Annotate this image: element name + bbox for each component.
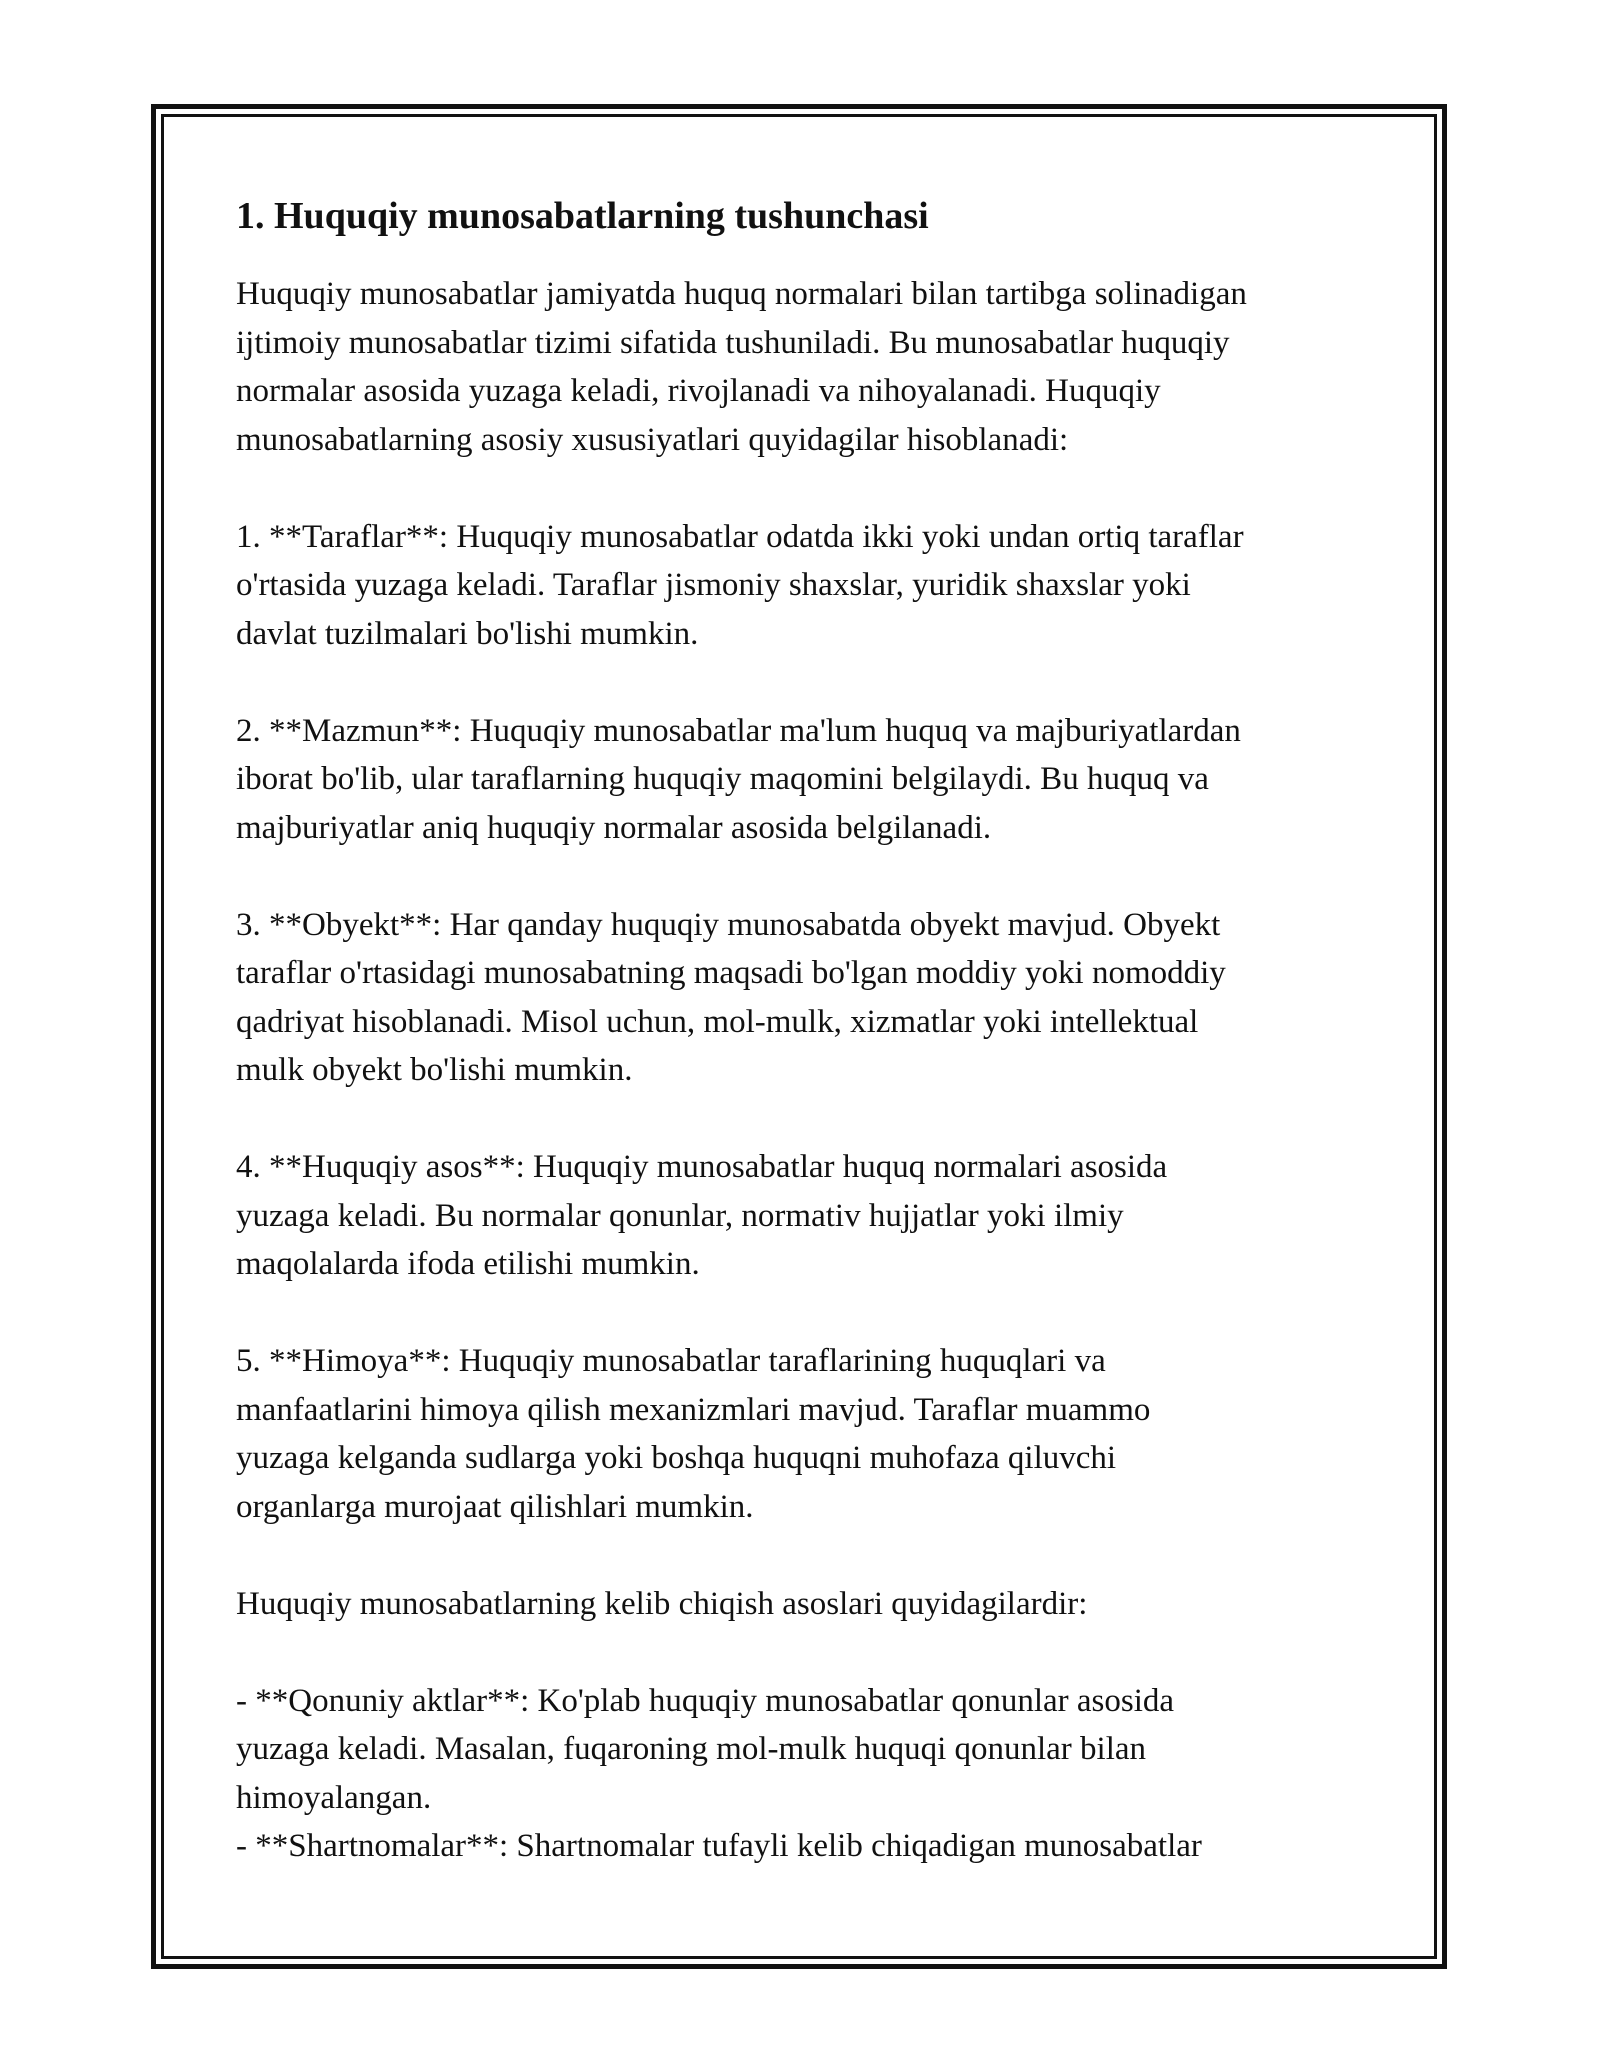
text-line: yuzaga keladi. Bu normalar qonunlar, normativ hujjatlar yoki ilmiy [236, 1197, 1124, 1234]
origins-list [236, 1677, 1371, 1871]
text-line: maqolalarda ifoda etilishi mumkin. [236, 1246, 700, 1282]
list-item-huquqiy-asos [236, 1143, 1371, 1289]
paragraph-gap [236, 1289, 1371, 1338]
paragraph-gap [236, 1531, 1371, 1580]
text-line: Huquqiy munosabatlar jamiyatda huquq normalari bilan tartibga solinadigan [236, 276, 1247, 312]
paragraph-gap [236, 658, 1371, 707]
text-line: ijtimoiy munosabatlar tizimi sifatida tushuniladi. Bu munosabatlar huquqiy [236, 324, 1230, 361]
origins-intro-paragraph [236, 1580, 1371, 1629]
section-heading: 1. Huquqiy munosabatlarning tushunchasi [236, 195, 929, 237]
text-line: Huquqiy munosabatlarning kelib chiqish asoslari quyidagilardir: [236, 1585, 1088, 1622]
text-line: manfaatlarini himoya qilish mexanizmlari mavjud. Taraflar muammo [236, 1391, 1151, 1428]
text-line: normalar asosida yuzaga keladi, rivojlanadi va nihoyalanadi. Huquqiy [236, 373, 1161, 409]
list-item-obyekt [236, 901, 1371, 1095]
text-line: taraflar o'rtasidagi munosabatning maqsadi bo'lgan moddiy yoki nomoddiy [236, 955, 1226, 991]
text-line: 3. **Obyekt**: Har qanday huquqiy munosabatda obyekt mavjud. Obyekt [236, 906, 1221, 943]
list-item-himoya [236, 1337, 1371, 1531]
text-line: 4. **Huquqiy asos**: Huquqiy munosabatlar huquq normalari asosida [236, 1149, 1168, 1185]
text-line: yuzaga kelganda sudlarga yoki boshqa huquqni muhofaza qiluvchi [236, 1440, 1117, 1476]
text-line: davlat tuzilmalari bo'lishi mumkin. [236, 615, 699, 652]
text-line: himoyalangan. [236, 1779, 432, 1816]
text-line: 2. **Mazmun**: Huquqiy munosabatlar ma'lum huquq va majburiyatlardan [236, 712, 1241, 749]
text-line: 5. **Himoya**: Huquqiy munosabatlar taraflarining huquqlari va [236, 1343, 1106, 1379]
paragraph-gap [236, 464, 1371, 513]
text-line: - **Shartnomalar**: Shartnomalar tufayli kelib chiqadigan munosabatlar [236, 1828, 1202, 1864]
text-line: majburiyatlar aniq huquqiy normalar asosida belgilanadi. [236, 809, 992, 846]
text-line: - **Qonuniy aktlar**: Ko'plab huquqiy munosabatlar qonunlar asosida [236, 1682, 1175, 1719]
list-item-mazmun [236, 707, 1371, 853]
text-line: organlarga murojaat qilishlari mumkin. [236, 1488, 754, 1525]
text-line: qadriyat hisoblanadi. Misol uchun, mol-mulk, xizmatlar yoki intellektual [236, 1003, 1199, 1040]
paragraph-gap [236, 1628, 1371, 1677]
text-line: mulk obyekt bo'lishi mumkin. [236, 1052, 633, 1088]
paragraph-gap [236, 1095, 1371, 1144]
text-line: 1. **Taraflar**: Huquqiy munosabatlar odatda ikki yoki undan ortiq taraflar [236, 518, 1244, 555]
document-body [236, 190, 1371, 1871]
text-line: o'rtasida yuzaga keladi. Taraflar jismoniy shaxslar, yuridik shaxslar yoki [236, 567, 1191, 603]
text-line: munosabatlarning asosiy xususiyatlari quyidagilar hisoblanadi: [236, 421, 1069, 458]
paragraph-gap [236, 852, 1371, 901]
text-line: iborat bo'lib, ular taraflarning huquqiy maqomini belgilaydi. Bu huquq va [236, 761, 1209, 797]
intro-paragraph [236, 270, 1371, 464]
text-line: yuzaga keladi. Masalan, fuqaroning mol-mulk huquqi qonunlar bilan [236, 1731, 1147, 1767]
list-item-taraflar [236, 513, 1371, 659]
